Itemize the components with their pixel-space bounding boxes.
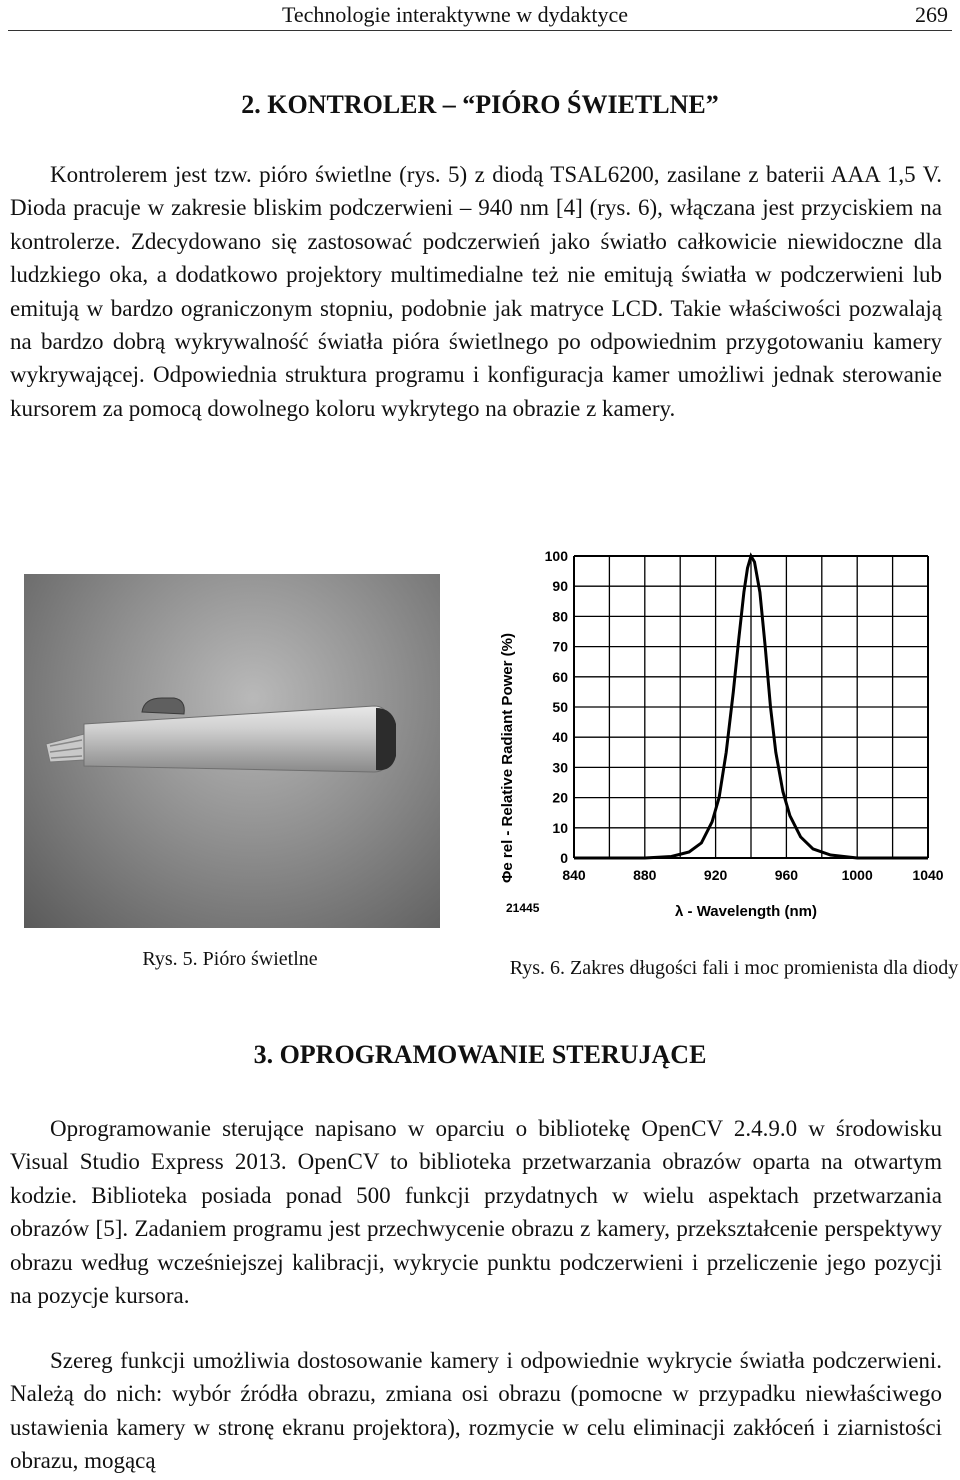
x-axis-label: λ - Wavelength (nm): [675, 903, 817, 920]
running-title: Technologie interaktywne w dydaktyce: [282, 2, 629, 27]
page-number: 269: [915, 2, 948, 27]
chart-grid: [574, 556, 928, 858]
paragraph-functions: Szereg funkcji umożliwia dostosowanie kamery i odpowiednie wykrycie światła podczerwieni. Należą do nich: wybór źródła obrazu, zmiana osi obrazu (pomocne w przypadku niewłaściwego ustawienia kamery w stronę ekranu projektora), rozmycie w celu eliminacji zakłóceń i ziarnistości obrazu, mogącą: [10, 1348, 942, 1474]
x-tick-label: 960: [774, 867, 799, 883]
paragraph-controller: Kontrolerem jest tzw. pióro świetlne (rys. 5) z diodą TSAL6200, zasilane z baterii AAA 1,5 V. Dioda pracuje w zakresie bliskim podczerwieni – 940 nm [4] (rys. 6), włączana jest przyciskiem na kontrolerze. Zdecydowano się zastosować podczerwień jako światło całkowicie niewidoczne dla ludzkiego oka, a dodatkowo projektory multimedialne też nie emitują światła w podczerwieni lub emitują w bardzo ograniczonym stopniu, podobnie jak matryce LCD. Takie właściwości pozwalają na bardzo dobrą wykrywalność światła pióra świetlnego po odpowiednim przygotowaniu kamery wykrywającej. Odpowiednia struktura programu i konfiguracja kamer umożliwi jednak sterowanie kursorem za pomocą dowolnego koloru wykrytego na obrazie z kamery.: [10, 162, 942, 421]
y-tick-label: 20: [552, 789, 568, 806]
paragraph-software: Oprogramowanie sterujące napisano w oparciu o bibliotekę OpenCV 2.4.9.0 w środowisku Visual Studio Express 2013. OpenCV to biblioteka przetwarzania obrazów oparta na otwartym kodzie. Biblioteka posiada ponad 500 funkcji przydatnych w wielu aspektach przetwarzania obrazów [5]. Zadaniem programu jest przechwycenie obrazu z kamery, przekształcenie perspektywy obrazu według wcześniejszej kalibracji, wykrycie punktu podczerwieni i przeliczenie jego pozycji na pozycje kursora.: [10, 1116, 942, 1309]
section-heading-3: 3. OPROGRAMOWANIE STERUJĄCE: [253, 1040, 707, 1069]
y-tick-label: 0: [560, 850, 568, 866]
y-tick-label: 60: [552, 668, 568, 685]
wavelength-chart: [478, 540, 948, 930]
chart-footnote: 21445: [506, 901, 540, 915]
page-header: [8, 0, 952, 31]
y-tick-label: 10: [552, 819, 568, 836]
light-pen-photo: [24, 574, 440, 928]
x-tick-label: 1040: [912, 867, 944, 883]
x-tick-label: 920: [703, 867, 728, 883]
y-tick-label: 40: [552, 729, 568, 746]
section-heading-2: 2. KONTROLER – “PIÓRO ŚWIETLNE”: [241, 90, 719, 119]
y-axis-label: Φe rel - Relative Radiant Power (%): [499, 633, 516, 883]
y-tick-label: 80: [552, 608, 568, 625]
figure-6-caption: Rys. 6. Zakres długości fali i moc promienista dla diody: [509, 957, 959, 979]
figure-5-caption: Rys. 5. Pióro świetlne: [142, 948, 318, 970]
y-tick-label: 90: [552, 578, 568, 595]
x-tick-labels: [562, 867, 943, 883]
x-tick-label: 880: [633, 867, 657, 883]
x-tick-label: 840: [562, 867, 586, 883]
y-tick-label: 50: [552, 699, 568, 715]
y-tick-label: 100: [544, 548, 568, 564]
y-tick-label: 30: [552, 759, 568, 776]
y-tick-labels: [545, 548, 569, 866]
y-tick-label: 70: [552, 638, 568, 655]
x-tick-label: 1000: [841, 867, 873, 883]
